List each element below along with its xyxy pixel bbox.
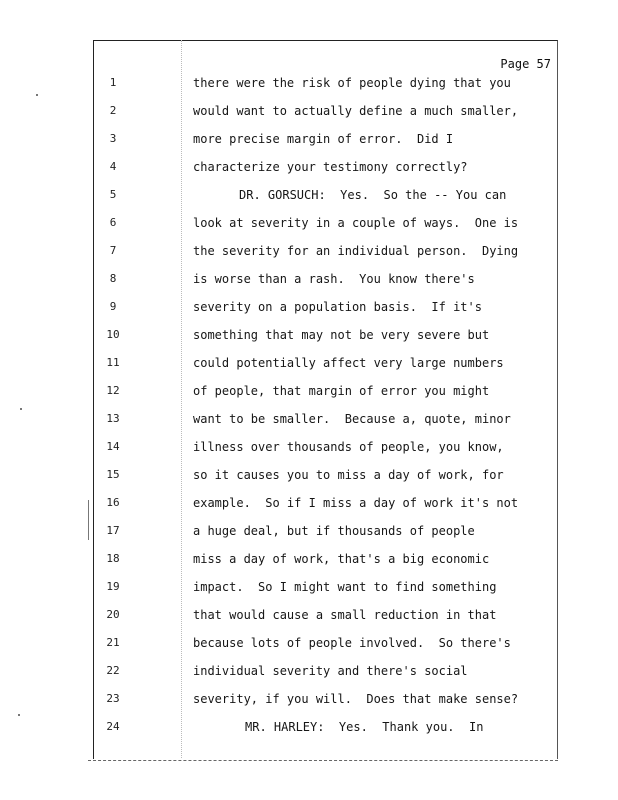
line-number: 23 bbox=[106, 692, 120, 705]
transcript-line bbox=[93, 188, 556, 216]
line-number: 22 bbox=[106, 664, 120, 677]
transcript-line bbox=[93, 216, 556, 244]
line-text: look at severity in a couple of ways. One is bbox=[193, 216, 519, 230]
page-number: Page 57 bbox=[500, 57, 551, 71]
transcript-line bbox=[93, 468, 556, 496]
line-number: 6 bbox=[109, 216, 117, 229]
line-text: miss a day of work, that's a big economic bbox=[193, 552, 490, 566]
line-number: 2 bbox=[109, 104, 117, 117]
line-number: 10 bbox=[106, 328, 120, 341]
line-number: 13 bbox=[106, 412, 120, 425]
line-number: 17 bbox=[106, 524, 120, 537]
line-text: is worse than a rash. You know there's bbox=[193, 272, 475, 286]
line-text: more precise margin of error. Did I bbox=[193, 132, 454, 146]
scan-speck bbox=[20, 408, 22, 410]
line-number: 3 bbox=[109, 132, 117, 145]
transcript-line bbox=[93, 580, 556, 608]
line-number: 7 bbox=[109, 244, 117, 257]
line-text: would want to actually define a much smaller, bbox=[193, 104, 519, 118]
transcript-line bbox=[93, 412, 556, 440]
transcript-line bbox=[93, 440, 556, 468]
scan-speck bbox=[88, 500, 89, 540]
line-text: individual severity and there's social bbox=[193, 664, 468, 678]
transcript-line bbox=[93, 552, 556, 580]
line-text: severity on a population basis. If it's bbox=[193, 300, 482, 314]
transcript-line bbox=[93, 636, 556, 664]
transcript-line bbox=[93, 328, 556, 356]
line-text: because lots of people involved. So there's bbox=[193, 636, 511, 650]
line-text: characterize your testimony correctly? bbox=[193, 160, 468, 174]
line-text: could potentially affect very large numbers bbox=[193, 356, 504, 370]
line-text: that would cause a small reduction in that bbox=[193, 608, 497, 622]
line-number: 21 bbox=[106, 636, 120, 649]
line-number: 1 bbox=[109, 76, 117, 89]
transcript-line bbox=[93, 384, 556, 412]
bottom-rule bbox=[88, 760, 558, 761]
transcript-line bbox=[93, 496, 556, 524]
scan-speck bbox=[36, 94, 38, 96]
line-number: 9 bbox=[109, 300, 117, 313]
line-number: 24 bbox=[106, 720, 120, 733]
line-text: illness over thousands of people, you know, bbox=[193, 440, 504, 454]
line-text: severity, if you will. Does that make sense? bbox=[193, 692, 519, 706]
scan-speck bbox=[18, 714, 20, 716]
line-number: 16 bbox=[106, 496, 120, 509]
line-number: 12 bbox=[106, 384, 120, 397]
transcript-line bbox=[93, 524, 556, 552]
transcript-line bbox=[93, 272, 556, 300]
line-text: of people, that margin of error you might bbox=[193, 384, 490, 398]
line-number: 5 bbox=[109, 188, 117, 201]
line-text: MR. HARLEY: Yes. Thank you. In bbox=[245, 720, 484, 734]
line-text: something that may not be very severe but bbox=[193, 328, 490, 342]
line-number: 8 bbox=[109, 272, 117, 285]
line-number: 18 bbox=[106, 552, 120, 565]
transcript-line bbox=[93, 692, 556, 720]
line-number: 20 bbox=[106, 608, 120, 621]
transcript-line bbox=[93, 76, 556, 104]
transcript-line bbox=[93, 104, 556, 132]
line-text: the severity for an individual person. Dying bbox=[193, 244, 519, 258]
transcript-line bbox=[93, 608, 556, 636]
transcript-line bbox=[93, 132, 556, 160]
transcript-line bbox=[93, 160, 556, 188]
transcript-line bbox=[93, 300, 556, 328]
line-number: 15 bbox=[106, 468, 120, 481]
line-text: want to be smaller. Because a, quote, minor bbox=[193, 412, 511, 426]
line-text: DR. GORSUCH: Yes. So the -- You can bbox=[239, 188, 507, 202]
line-text: a huge deal, but if thousands of people bbox=[193, 524, 475, 538]
transcript-line bbox=[93, 244, 556, 272]
line-text: example. So if I miss a day of work it's not bbox=[193, 496, 519, 510]
line-number: 19 bbox=[106, 580, 120, 593]
line-text: so it causes you to miss a day of work, for bbox=[193, 468, 504, 482]
line-number: 4 bbox=[109, 160, 117, 173]
transcript-line bbox=[93, 664, 556, 692]
line-text: impact. So I might want to find something bbox=[193, 580, 497, 594]
line-number: 14 bbox=[106, 440, 120, 453]
line-number: 11 bbox=[106, 356, 120, 369]
line-text: there were the risk of people dying that you bbox=[193, 76, 511, 90]
transcript-line bbox=[93, 720, 556, 748]
transcript-line bbox=[93, 356, 556, 384]
